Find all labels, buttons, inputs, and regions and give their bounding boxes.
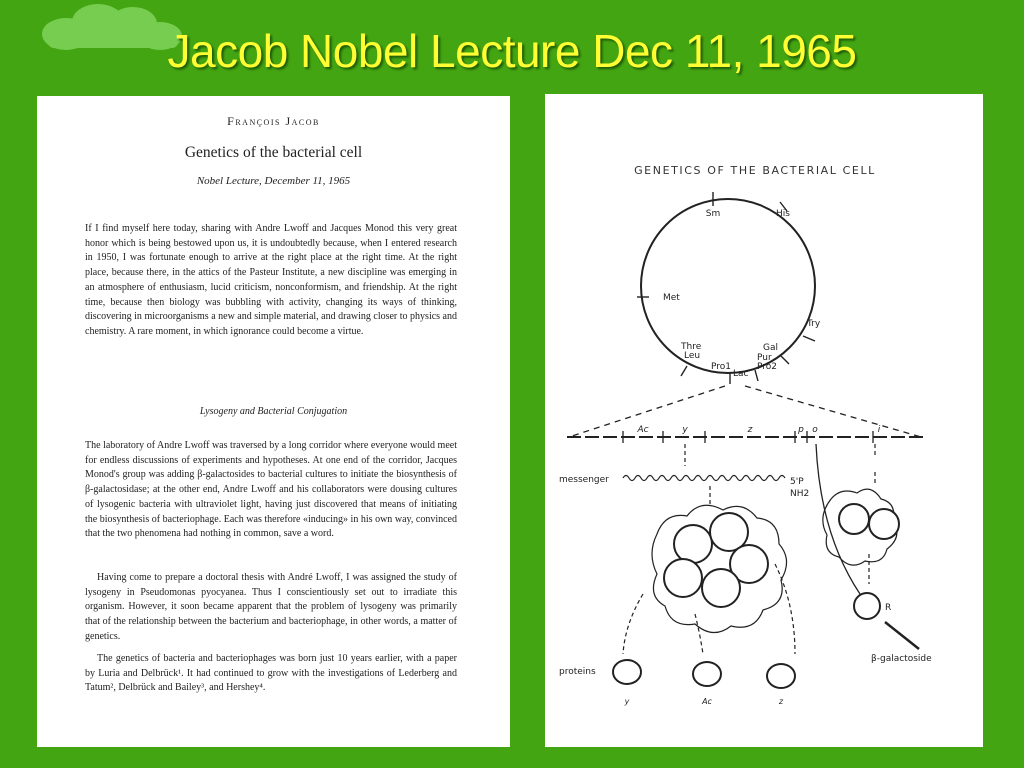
protein-ac-label: Ac: [702, 697, 712, 706]
gene-z: z: [747, 425, 753, 435]
paragraph-intro: If I find myself here today, sharing with Andre Lwoff and Jacques Monod this very great honor which is being bestowed upon us, it is undoubtedly because, when I entered research in 1950, I was fortunate enough to arrive at the right place at the right time. At the right place, because there, in the attics of the Pasteur Institute, a new discipline was emerging in an atmosphere of enthusiasm, lucid criticism, nonconformism, and friendship. At the right time, because then biology was bubbling with activity, changing its ways of thinking, discovering in microorganisms a new and simple material, and drawing closer to physics and chemistry. A rare moment, in which ignorance could become a virtue.: [85, 223, 457, 337]
paragraph-thesis: Having come to prepare a doctoral thesis with André Lwoff, I was assigned the study of lysogeny in Pseudomonas pyocyanea. Thus I conscientiously set out to irradiate this organism. However, it soon became apparent that the problem of lysogeny was primarily that of the relationship between the bacterium and bacteriophage, in other words, a matter of genetics.: [85, 572, 457, 642]
marker-try: Try: [807, 319, 821, 329]
five-prime-label: 5'P: [790, 477, 804, 487]
marker-ticks: [637, 192, 815, 384]
zoom-lines: [569, 386, 921, 437]
document-author: François Jacob: [227, 114, 320, 128]
repressor-ribosome-2: [869, 509, 899, 539]
gene-ac: Ac: [637, 425, 649, 435]
marker-met: Met: [663, 293, 680, 303]
inducer-arrow: [885, 622, 919, 649]
marker-pur: Pur: [757, 353, 772, 363]
document-title: Genetics of the bacterial cell: [184, 144, 363, 161]
slide-title: Jacob Nobel Lecture Dec 11, 1965: [167, 25, 857, 77]
gene-p: p: [798, 425, 804, 435]
messenger-label: messenger: [559, 475, 609, 485]
lecture-page-scan: [37, 96, 510, 747]
proteins-label: proteins: [559, 667, 596, 677]
marker-pro1: Pro1: [711, 362, 732, 372]
section-heading: Lysogeny and Bacterial Conjugation: [199, 406, 348, 417]
marker-gal: Gal: [763, 343, 778, 353]
operon-diagram: [545, 94, 983, 747]
gene-i: i: [877, 425, 881, 435]
chromosome-circle: [641, 199, 815, 373]
diagram-page-scan: [545, 94, 983, 747]
protein-z-label: z: [778, 697, 784, 706]
marker-sm: Sm: [705, 209, 721, 219]
paragraph-laboratory: The laboratory of Andre Lwoff was traversed by a long corridor where everyone would meet for endless discussions of experiments and hypotheses. At one end of the corridor, Jacques Monod's group was adding β-galactosides to bacterial cultures to initiate the biosynthesis of β-galactosidase; at the other end, Andre Lwoff and his collaborators were dousing cultures of lysogenic bacteria with ultraviolet light, having just discovered that means of initiating the biosynthesis of bacteriophage. Each was therefore «inducing» in his own way, convinced that the two phenomena had nothing in common, save a word.: [85, 440, 457, 540]
repressor-protein: [854, 593, 880, 619]
marker-lac: Lac: [733, 369, 749, 379]
gene-o: o: [812, 425, 818, 435]
protein-y-label: y: [624, 697, 630, 706]
nh2-label: NH2: [790, 489, 810, 499]
diagram-title: GENETICS OF THE BACTERIAL CELL: [634, 164, 876, 177]
marker-his: His: [776, 209, 790, 219]
transcription-arrows: [685, 444, 875, 506]
messenger-rna: [623, 476, 785, 481]
ribosomes: [664, 513, 768, 607]
repressor-ribosome: [839, 504, 869, 534]
marker-pro2: Pro2: [757, 362, 778, 372]
marker-leu: Leu: [684, 351, 701, 361]
gene-y: y: [682, 425, 688, 435]
marker-thre: Thre: [681, 342, 702, 352]
repressor-label: R: [885, 603, 892, 613]
inducer-label: β-galactoside: [871, 654, 932, 664]
protein-coils: [613, 660, 795, 688]
paragraph-genetics-history: The genetics of bacteria and bacteriophages was born just 10 years earlier, with a paper by Luria and Delbrück¹. It had continued to grow with the investigations of Lederberg and Tatum², Delbrück and Bailey³, and Hershey⁴.: [85, 653, 457, 694]
document-subtitle: Nobel Lecture, December 11, 1965: [196, 175, 351, 187]
